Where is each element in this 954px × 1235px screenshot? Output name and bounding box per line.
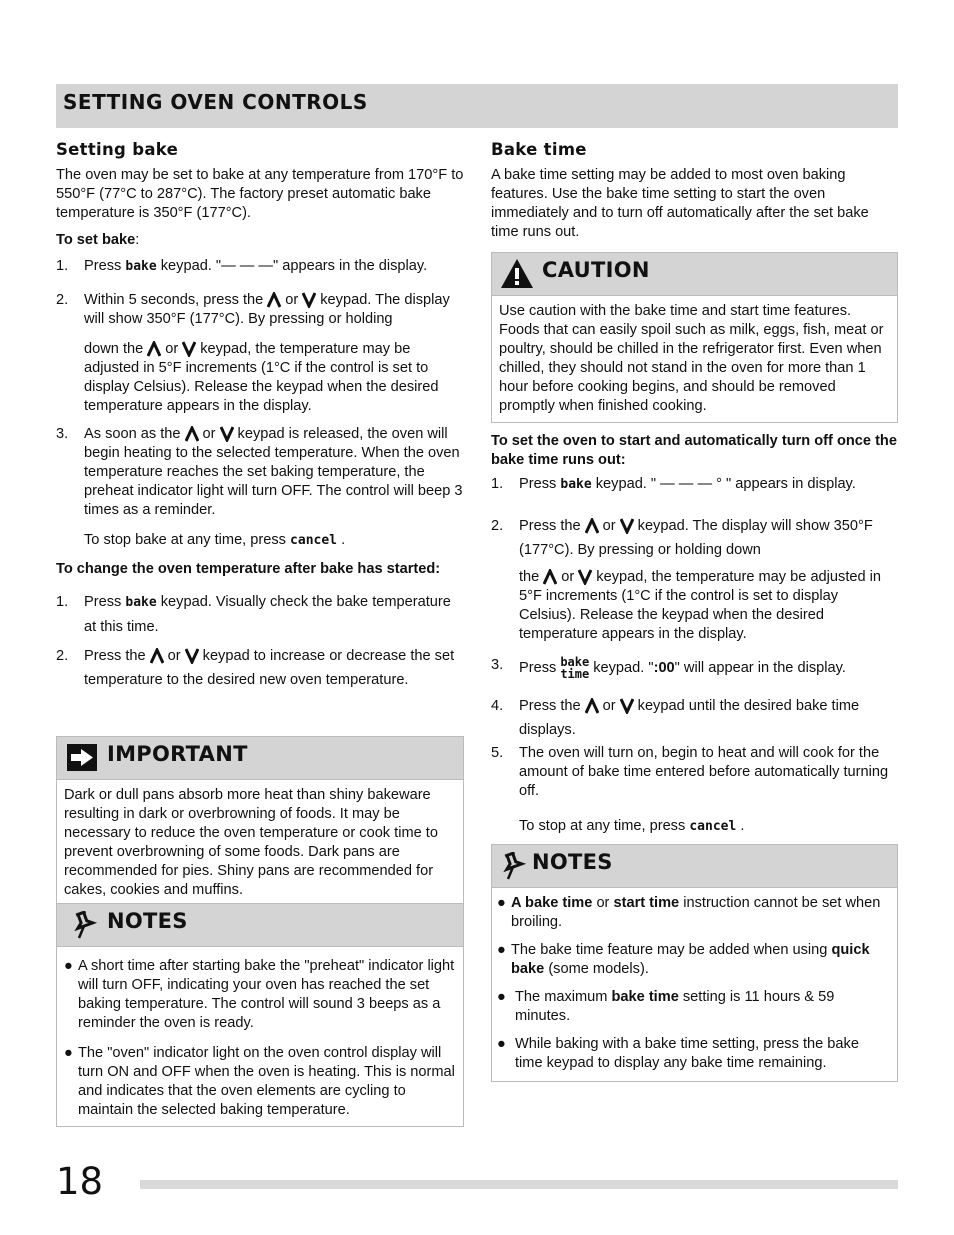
warning-icon	[500, 258, 534, 289]
bt-step-5: 5. The oven will turn on, begin to heat and will cook for the amount of bake time entered before automatically turning off. To stop at any time, press cancel .	[491, 745, 889, 834]
bt-step-1: 1. Press bake keypad. " — — — ° " appears in display.	[491, 476, 856, 492]
bake-time-heading: Bake time	[491, 140, 587, 159]
up-arrow-icon	[543, 569, 557, 585]
bake-key-label: bake	[125, 259, 157, 274]
pushpin-icon	[71, 911, 97, 939]
bake-time-key-label: bake time	[560, 655, 590, 681]
down-arrow-icon	[578, 569, 592, 585]
caution-body: Use caution with the bake time and start time features. Foods that can easily spoil such as milk, eggs, fish, meat or poultry, should be chilled in the refrigerator first. Even when chilled, they should not stand in the oven for more than 1 hour before cooking begins, and should be removed promptly when finished cooking.	[499, 303, 884, 414]
down-arrow-icon	[185, 648, 199, 664]
note-item: ● A bake time or start time instruction cannot be set when broiling.	[497, 895, 881, 930]
step-3: 3. As soon as the or keypad is released, the oven will begin heating to the selected temperature. When the oven temperature reaches the set baking temperature, the preheat indicator light will turn OFF. The control will beep 3 times as a reminder. To stop bake at any time, press cancel .	[56, 426, 463, 548]
down-arrow-icon	[220, 426, 234, 442]
important-title: IMPORTANT	[107, 742, 248, 766]
important-body: Dark or dull pans absorb more heat than shiny bakeware resulting in dark or overbrowning of foods. It may be necessary to reduce the oven temperature or cook time to prevent overbrowning of some foods. Dark pans are recommended for pies. Shiny pans are recommended for cakes, cookies and muffins.	[64, 787, 438, 898]
change-step-1: 1. Press bake keypad. Visually check the bake temperature at this time.	[56, 594, 451, 635]
notes-box	[56, 903, 464, 1127]
setting-bake-intro: The oven may be set to bake at any temperature from 170°F to 550°F (77°C to 287°C). The factory preset automatic bake temperature is 350°F (177°C).	[56, 167, 464, 221]
section-header	[56, 84, 898, 128]
change-step-2: 2. Press the or keypad to increase or decrease the set temperature to the desired new oven temperature.	[56, 648, 455, 688]
step-2: 2. Within 5 seconds, press the or keypad. The display will show 350°F (177°C). By pressing or holding down the or keypad, the temperature may be adjusted in 5°F increments (1°C if the control is set to display Celsius). Release the keypad when the desired temperature appears in the display.	[56, 292, 450, 414]
notes-title: NOTES	[107, 909, 188, 933]
bake-time-set-label: To set the oven to start and automatically turn off once the bake time runs out:	[491, 433, 897, 468]
down-arrow-icon	[620, 518, 634, 534]
bt-step-4: 4. Press the or keypad until the desired bake time displays.	[491, 698, 860, 738]
bt-step-2: 2. Press the or keypad. The display will show 350°F (177°C). By pressing or holding down the or keypad, the temperature may be adjusted in 5°F increments (1°C if the control is set to display Celsius). Release the keypad when the desired temperature appears in the display.	[491, 518, 882, 642]
notes-title: NOTES	[532, 850, 613, 874]
note-item: ● The bake time feature may be added when using quick bake (some models).	[497, 942, 870, 977]
up-arrow-icon	[150, 648, 164, 664]
note-item: ● While baking with a bake time setting, press the bake time keypad to display any bake time remaining.	[497, 1036, 859, 1071]
to-set-bake-label: To set bake:	[56, 232, 140, 248]
down-arrow-icon	[620, 698, 634, 714]
cancel-key-label: cancel	[689, 819, 737, 834]
up-arrow-icon	[185, 426, 199, 442]
note-item: ● A short time after starting bake the "preheat" indicator light will turn OFF, indicating your oven has reached the set baking temperature. The control will sound 3 beeps as a reminder the oven is ready.	[64, 958, 455, 1031]
important-box	[56, 736, 464, 907]
up-arrow-icon	[585, 518, 599, 534]
bake-key-label: bake	[560, 477, 592, 492]
arrow-right-icon	[67, 744, 97, 771]
step-1: 1. Press bake keypad. "— — —" appears in the display.	[56, 258, 428, 274]
down-arrow-icon	[182, 341, 196, 357]
bake-time-notes-box	[491, 844, 898, 1082]
cancel-key-label: cancel	[290, 533, 338, 548]
page-number: 18	[56, 1160, 104, 1203]
right-column	[491, 136, 898, 1071]
down-arrow-icon	[302, 292, 316, 308]
up-arrow-icon	[147, 341, 161, 357]
bake-time-intro: A bake time setting may be added to most oven baking features. Use the bake time setting to start the oven immediately and to turn off automatically after the set bake time runs out.	[491, 167, 869, 240]
section-title: SETTING OVEN CONTROLS	[63, 90, 368, 114]
pushpin-icon	[500, 852, 526, 880]
note-item: ● The "oven" indicator light on the oven control display will turn ON and OFF when the oven is heating. This is normal and indicates that the oven elements are cycling to maintain the selected baking temperature.	[64, 1045, 455, 1118]
up-arrow-icon	[585, 698, 599, 714]
up-arrow-icon	[267, 292, 281, 308]
setting-bake-heading: Setting bake	[56, 140, 179, 159]
footer-rule	[140, 1180, 898, 1189]
note-item: ● The maximum bake time setting is 11 hours & 59 minutes.	[497, 989, 835, 1024]
caution-title: CAUTION	[542, 258, 650, 282]
bt-step-3: 3. Press bake time keypad. ":00" will appear in the display.	[491, 655, 846, 681]
left-column	[56, 136, 464, 1118]
caution-box	[491, 252, 898, 423]
change-temp-label: To change the oven temperature after bake has started:	[56, 561, 441, 577]
bake-key-label: bake	[125, 595, 157, 610]
